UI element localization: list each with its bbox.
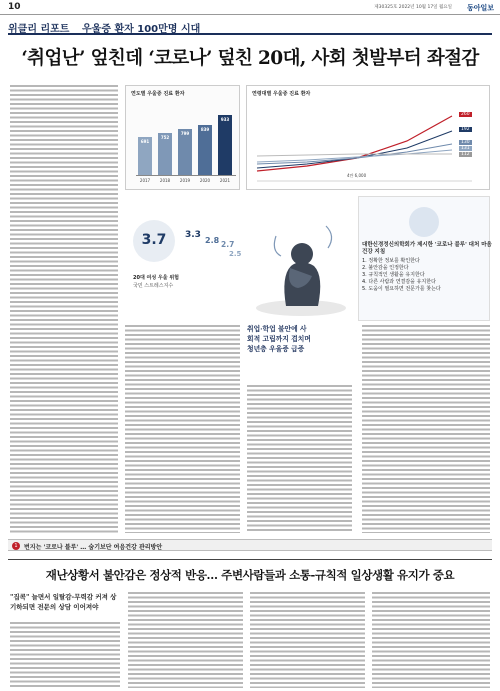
age-end-value-3: 130 (461, 140, 470, 145)
score-3: 2.7 (221, 240, 235, 249)
depressed-person-illustration (246, 196, 356, 321)
age-chart-title: 연령대별 우울증 진료 환자 (252, 91, 311, 97)
main-headline: ‘취업난’ 엎친데 ‘코로나’ 덮친 20대, 사회 첫발부터 좌절감 (21, 48, 479, 69)
guideline-item-1: 1. 정확한 정보를 확인한다 (362, 258, 420, 264)
xlabel-2021: 2021 (219, 178, 231, 183)
bar-2017 (138, 137, 152, 175)
yearly-patients-chart (125, 85, 240, 190)
yearly-chart-plot (136, 106, 236, 176)
bar-2018 (158, 133, 172, 175)
guideline-item-4: 4. 다른 사람과 연결감을 유지한다 (362, 279, 436, 285)
age-end-value-2: 192 (461, 127, 470, 132)
second-article-column-2 (128, 592, 243, 688)
bar-2017-value: 691 (140, 139, 150, 144)
issue-info: 제30325호 2022년 10월 17일 월요일 (374, 5, 452, 10)
xlabel-2020: 2020 (199, 178, 211, 183)
bar-2021 (218, 115, 232, 175)
page-number: 10 (8, 2, 21, 12)
article-column-2 (125, 325, 240, 533)
bar-2020 (198, 125, 212, 175)
second-headline: 재난상황서 불안감은 정상적 반응… 주변사람들과 소통-규칙적 일상생활 유지가 중요 (45, 568, 455, 582)
age-start-value: 4만 6,000 (347, 173, 367, 178)
age-end-value-4: 131 (461, 146, 470, 151)
divider (8, 559, 492, 560)
article-column-4 (362, 325, 490, 533)
series-number: 1 (12, 542, 20, 550)
score-1: 3.3 (185, 230, 201, 240)
guideline-item-5: 5. 도움이 필요하면 전문가를 찾는다 (362, 286, 441, 292)
yearly-chart-title: 연도별 우울증 진료 환자 (131, 91, 185, 97)
article-column-3 (247, 385, 352, 533)
xlabel-2018: 2018 (159, 178, 171, 183)
bar-2019-value: 799 (180, 131, 190, 136)
section-bar (8, 19, 492, 35)
age-end-value-1: 260 (461, 112, 470, 117)
bar-2019 (178, 129, 192, 175)
second-article-column-1 (10, 622, 120, 688)
stress-index-figure (125, 200, 243, 318)
second-article-column-3 (250, 592, 365, 688)
figure-subcaption: 국민 스트레스지수 (133, 283, 174, 289)
pull-quote: 취업·학업 불안에 사회적 고립까지 겹치며 청년층 우울증 급증 (247, 325, 311, 353)
bar-2018-value: 752 (160, 135, 170, 140)
guideline-item-2: 2. 불안감을 인정한다 (362, 265, 409, 271)
second-lead: "집콕" 늘면서 일탈감-무력감 커져 상기하되면 전문의 상담 이어져야 (10, 593, 117, 611)
main-score-circle (133, 220, 175, 262)
age-chart-lines (247, 86, 491, 191)
article-column-1 (10, 85, 118, 533)
bar-2021-value: 933 (220, 117, 230, 122)
series-title: 번지는 '코로나 블루' … 숨기보단 여음건강 관리방안 (24, 544, 163, 551)
second-article-column-4 (372, 592, 490, 688)
age-end-value-5: 112 (461, 152, 470, 157)
score-2: 2.8 (205, 236, 220, 245)
xlabel-2019: 2019 (179, 178, 191, 183)
main-score-value: 3.7 (141, 232, 167, 248)
page-header (0, 0, 500, 15)
bar-2020-value: 839 (200, 127, 210, 132)
guideline-callout (362, 242, 492, 293)
xlabel-2017: 2017 (139, 178, 151, 183)
score-4: 2.5 (229, 250, 242, 258)
newspaper-name: 동아일보 (466, 4, 494, 12)
figure-caption: 20대 여성 우울 위험 (133, 275, 179, 281)
section-label: 위클리 리포트 (8, 24, 70, 35)
section-title: 우울증 환자 100만명 시대 (82, 24, 201, 35)
guideline-title: 대한신경정신의학회가 제시한 '코로나 블루' 대처 마음건강 지침 (362, 242, 492, 255)
guideline-icon (409, 207, 439, 237)
series-strip (8, 539, 492, 551)
guideline-item-3: 3. 규칙적인 생활을 유지한다 (362, 272, 425, 278)
age-group-chart (246, 85, 490, 190)
